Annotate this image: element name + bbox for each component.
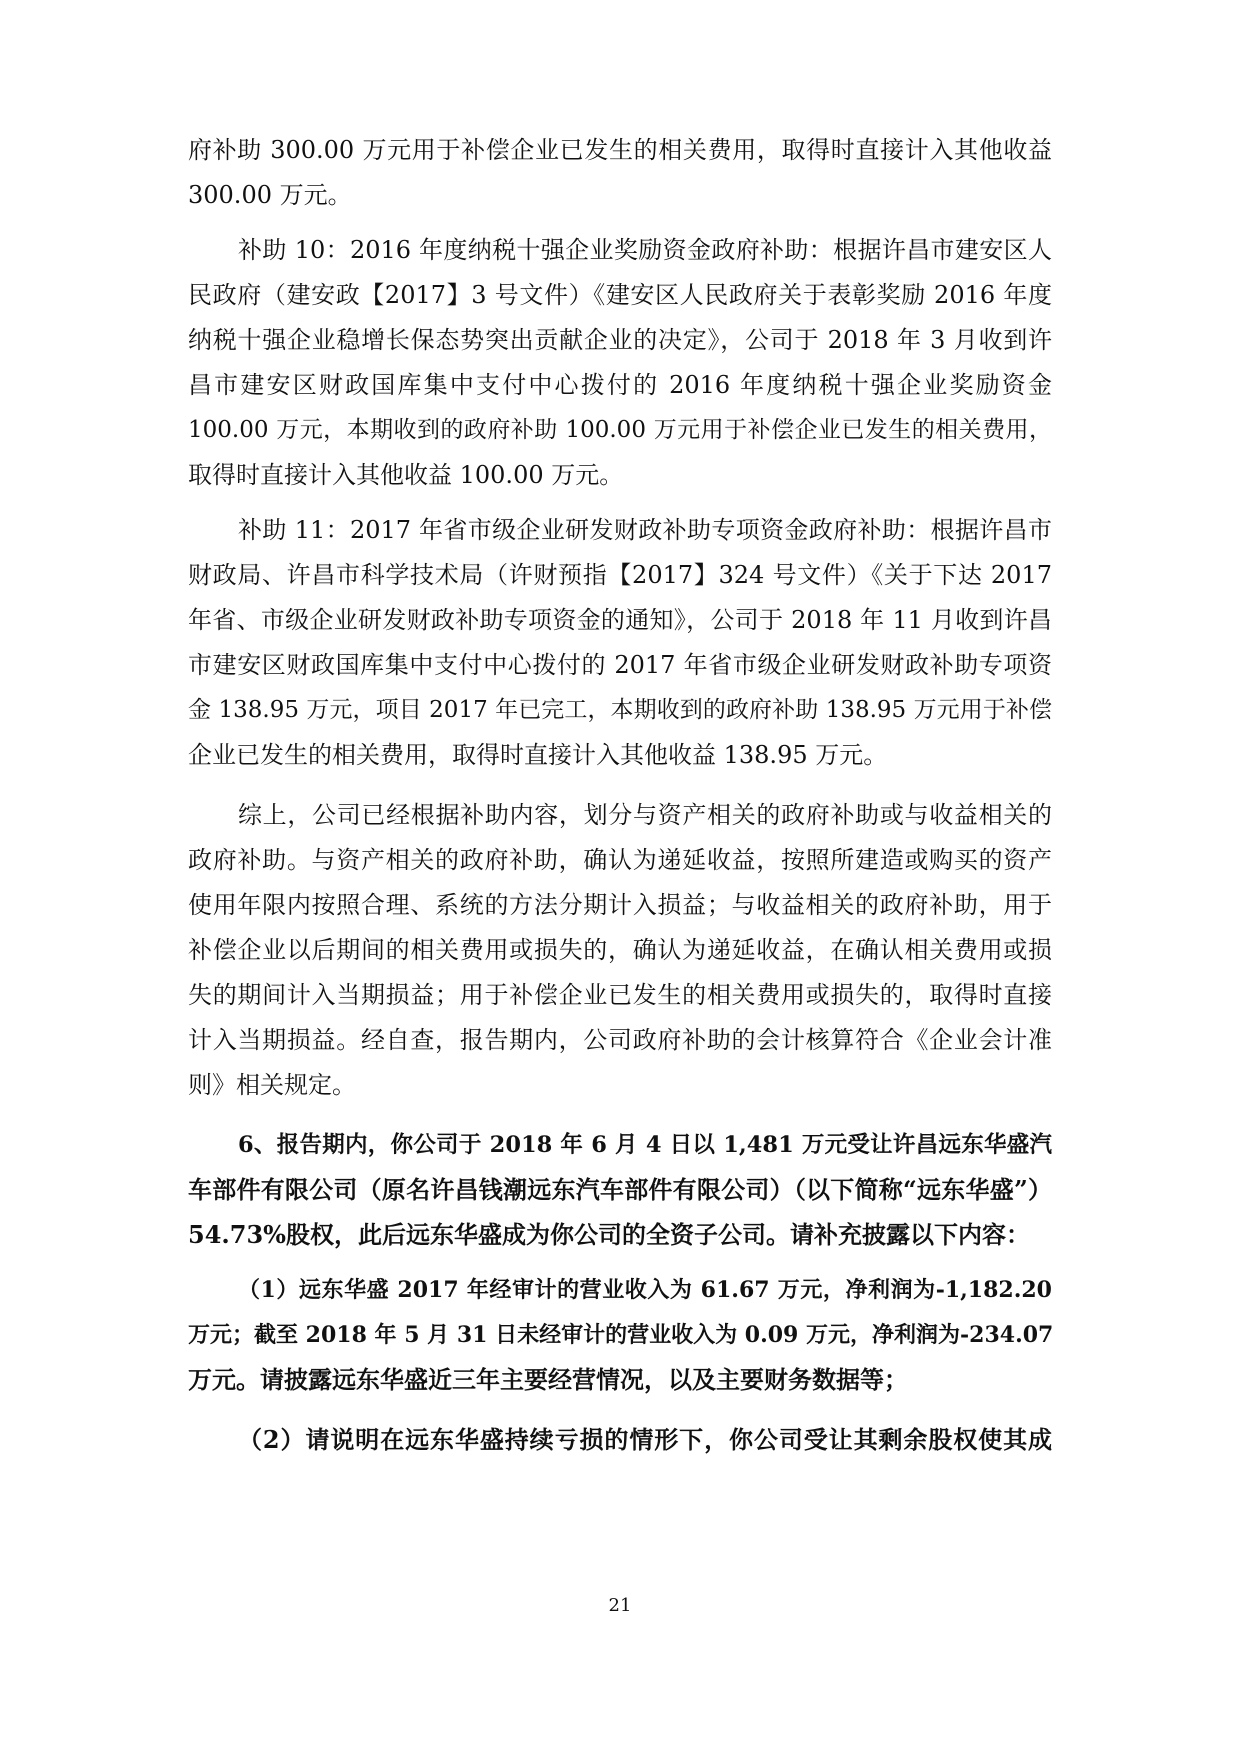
question-line: 6、报告期内，你公司于 2018 年 6 月 4 日以 1,481 万元受让许昌远东华盛汽: [238, 1132, 1052, 1158]
text-line: 计入当期损益。经自查，报告期内，公司政府补助的会计核算符合《企业会计准: [188, 1026, 1052, 1054]
text-line: 补偿企业以后期间的相关费用或损失的，确认为递延收益，在确认相关费用或损: [188, 936, 1052, 964]
text-line: 市建安区财政国库集中支付中心拨付的 2017 年省市级企业研发财政补助专项资: [188, 651, 1052, 679]
text-line: 纳税十强企业稳增长保态势突出贡献企业的决定》，公司于 2018 年 3 月收到许: [188, 326, 1052, 354]
text-line: 民政府（建安政【2017】3 号文件）《建安区人民政府关于表彰奖励 2016 年度: [188, 281, 1052, 309]
question-line: （2）请说明在远东华盛持续亏损的情形下，你公司受让其剩余股权使其成: [238, 1425, 1052, 1454]
text-line: 政府补助。与资产相关的政府补助，确认为递延收益，按照所建造或购买的资产: [188, 846, 1052, 874]
text-line: 财政局、许昌市科学技术局（许财预指【2017】324 号文件）《关于下达 2017: [188, 561, 1052, 589]
text-line: 补助 10：2016 年度纳税十强企业奖励资金政府补助：根据许昌市建安区人: [238, 236, 1052, 264]
text-line: 企业已发生的相关费用，取得时直接计入其他收益 138.95 万元。: [188, 741, 888, 769]
page-number: 21: [608, 1595, 632, 1616]
text-line: 使用年限内按照合理、系统的方法分期计入损益；与收益相关的政府补助，用于: [188, 891, 1052, 919]
text-line: 300.00 万元。: [188, 181, 352, 209]
question-line: 万元；截至 2018 年 5 月 31 日未经审计的营业收入为 0.09 万元，净利润为-234.07: [188, 1322, 1054, 1348]
text-line: 补助 11：2017 年省市级企业研发财政补助专项资金政府补助：根据许昌市: [238, 516, 1052, 544]
question-line: 车部件有限公司（原名许昌钱潮远东汽车部件有限公司）（以下简称“远东华盛”）: [188, 1175, 1052, 1204]
question-line: 54.73%股权，此后远东华盛成为你公司的全资子公司。请补充披露以下内容：: [188, 1220, 1030, 1249]
text-line: 取得时直接计入其他收益 100.00 万元。: [188, 461, 624, 489]
question-line: 万元。请披露远东华盛近三年主要经营情况，以及主要财务数据等；: [188, 1365, 908, 1394]
text-line: 昌市建安区财政国库集中支付中心拨付的 2016 年度纳税十强企业奖励资金: [188, 371, 1052, 399]
text-line: 年省、市级企业研发财政补助专项资金的通知》，公司于 2018 年 11 月收到许昌: [188, 606, 1052, 634]
text-line: 失的期间计入当期损益；用于补偿企业已发生的相关费用或损失的，取得时直接: [188, 981, 1052, 1009]
text-line: 金 138.95 万元，项目 2017 年已完工，本期收到的政府补助 138.95 万元用于补偿: [188, 697, 1052, 723]
question-line: （1）远东华盛 2017 年经审计的营业收入为 61.67 万元，净利润为-1,182.20: [238, 1277, 1052, 1303]
text-line: 综上，公司已经根据补助内容，划分与资产相关的政府补助或与收益相关的: [238, 801, 1052, 829]
text-line: 府补助 300.00 万元用于补偿企业已发生的相关费用，取得时直接计入其他收益: [188, 136, 1052, 164]
text-line: 则》相关规定。: [188, 1071, 356, 1099]
text-line: 100.00 万元，本期收到的政府补助 100.00 万元用于补偿企业已发生的相关费用，: [188, 417, 1052, 443]
